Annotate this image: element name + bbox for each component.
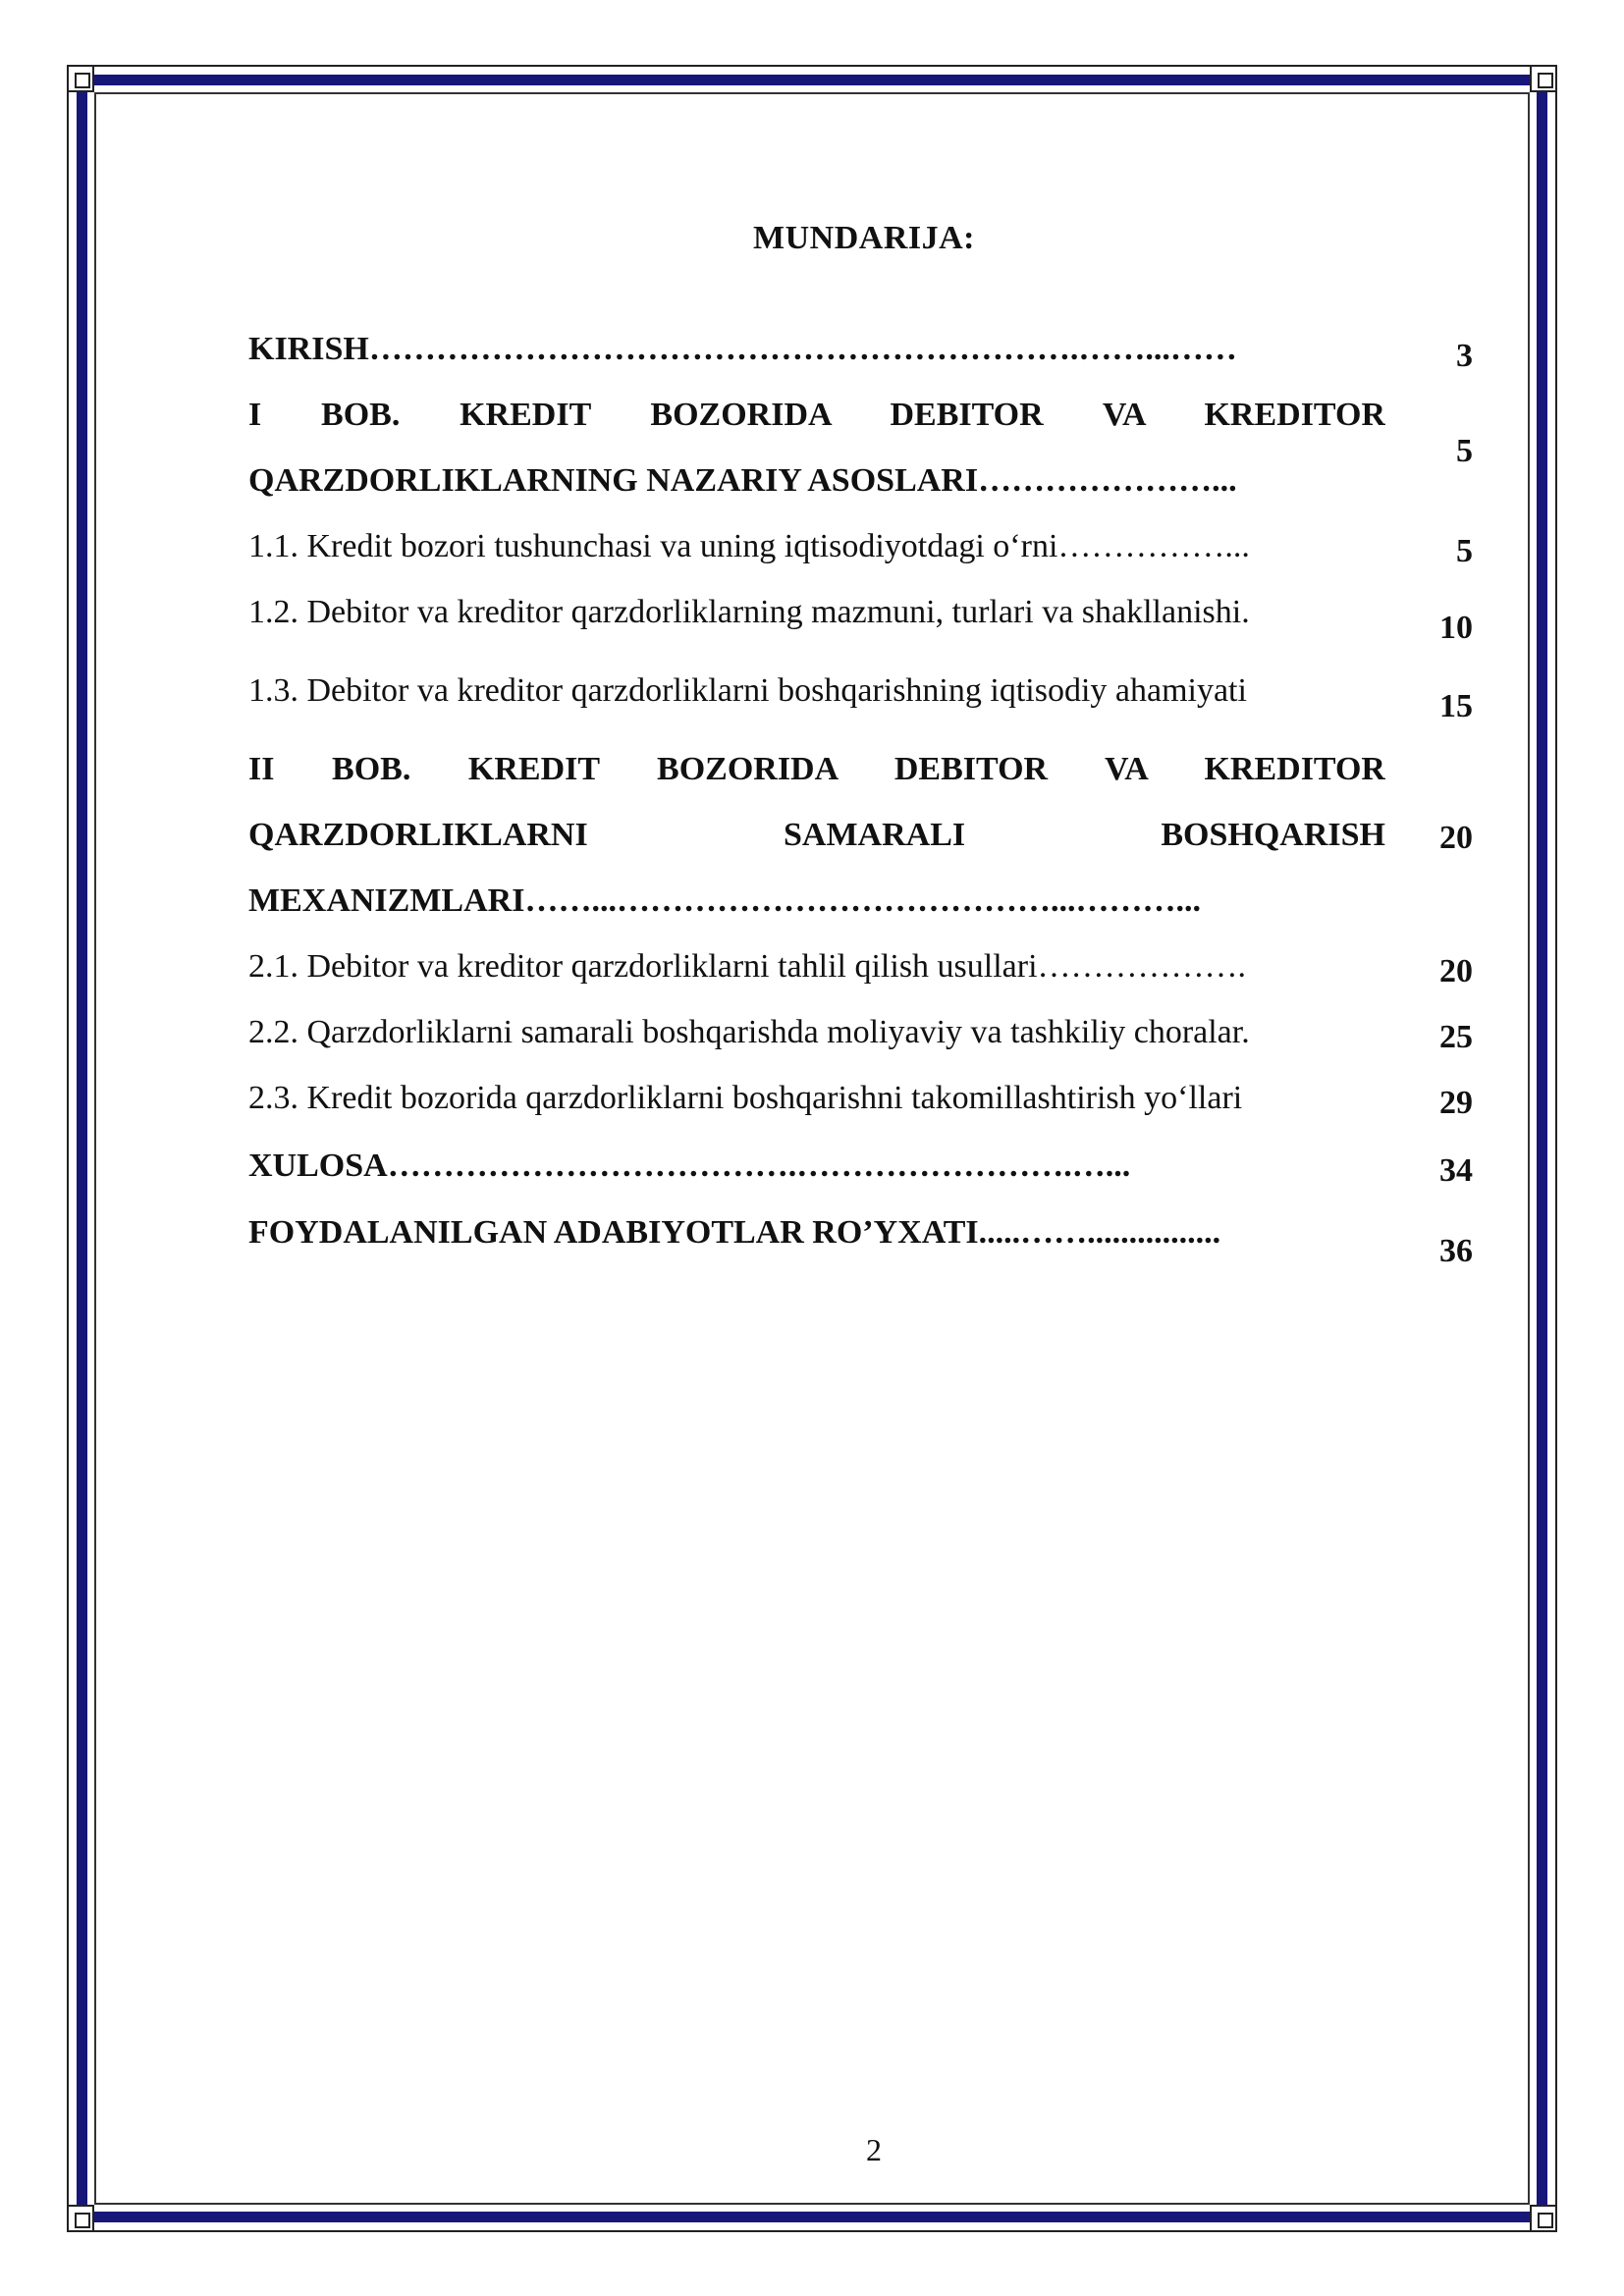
toc-entry-text: FOYDALANILGAN ADABIYOTLAR RO’YXATI.....……................ bbox=[248, 1214, 1221, 1251]
toc-entry-text: QARZDORLIKLARNI SAMARALI BOSHQARISH bbox=[248, 817, 1385, 853]
toc-page-number: 36 bbox=[1439, 1233, 1473, 1269]
toc-page-number: 29 bbox=[1439, 1084, 1473, 1121]
toc-entry-text-block bbox=[248, 382, 1385, 513]
toc-entry-text: XULOSA……………………………….…………………….…... bbox=[248, 1147, 1131, 1184]
toc-entry-text: II BOB. KREDIT BOZORIDA DEBITOR VA KREDITOR bbox=[248, 751, 1385, 787]
toc-entry-chapter-1[interactable] bbox=[248, 382, 1473, 513]
toc-entry-text: 2.2. Qarzdorliklarni samarali boshqarishda moliyaviy va tashkiliy choralar. bbox=[248, 1014, 1250, 1050]
toc-entry-text: 1.3. Debitor va kreditor qarzdorliklarni boshqarishning iqtisodiy ahamiyati bbox=[248, 672, 1247, 709]
toc-entry-adabiyotlar[interactable] bbox=[248, 1200, 1473, 1268]
toc-entry-kirish[interactable] bbox=[248, 316, 1473, 382]
toc-entry-text: 2.3. Kredit bozorida qarzdorliklarni boshqarishni takomillashtirish yo‘llari bbox=[248, 1080, 1243, 1116]
page-title: MUNDARIJA: bbox=[753, 220, 975, 256]
toc-entry-1-3[interactable] bbox=[248, 658, 1473, 736]
corner-ornament bbox=[1530, 2205, 1557, 2232]
toc-entry-chapter-2[interactable] bbox=[248, 736, 1473, 934]
toc-page-number: 25 bbox=[1439, 1018, 1473, 1055]
toc-entry-text: I BOB. KREDIT BOZORIDA DEBITOR VA KREDITOR bbox=[248, 397, 1385, 433]
toc-page-number: 34 bbox=[1439, 1152, 1473, 1189]
toc-entry-text-block bbox=[248, 736, 1385, 934]
toc-entry-text: 2.1. Debitor va kreditor qarzdorliklarni tahlil qilish usullari………………. bbox=[248, 948, 1247, 985]
toc-page-number: 20 bbox=[1439, 952, 1473, 989]
corner-ornament bbox=[67, 2205, 94, 2232]
toc-entry-2-3[interactable] bbox=[248, 1065, 1473, 1131]
corner-ornament bbox=[1530, 65, 1557, 92]
toc-entry-text: QARZDORLIKLARNING NAZARIY ASOSLARI…………………... bbox=[248, 462, 1237, 499]
toc-entry-1-1[interactable] bbox=[248, 513, 1473, 579]
toc-page-number: 15 bbox=[1439, 688, 1473, 724]
toc-entry-2-1[interactable] bbox=[248, 934, 1473, 999]
toc-page-number: 3 bbox=[1456, 337, 1473, 374]
toc-entry-text: MEXANIZMLARI……...…………………………………...………... bbox=[248, 882, 1201, 919]
toc-page-number: 10 bbox=[1439, 610, 1473, 646]
corner-ornament bbox=[67, 65, 94, 92]
toc-entry-xulosa[interactable] bbox=[248, 1131, 1473, 1200]
table-of-contents bbox=[248, 316, 1473, 1268]
toc-entry-2-2[interactable] bbox=[248, 999, 1473, 1065]
page-footer-number: 2 bbox=[866, 2132, 882, 2167]
toc-page-number: 20 bbox=[1439, 819, 1473, 856]
toc-entry-text: 1.1. Kredit bozori tushunchasi va uning iqtisodiyotdagi o‘rni……………... bbox=[248, 528, 1250, 564]
toc-entry-1-2[interactable] bbox=[248, 579, 1473, 658]
toc-entry-text: 1.2. Debitor va kreditor qarzdorliklarning mazmuni, turlari va shakllanishi. bbox=[248, 594, 1250, 630]
toc-page-number: 5 bbox=[1456, 433, 1473, 469]
toc-page-number: 5 bbox=[1456, 532, 1473, 569]
toc-entry-text: KIRISH……………………………………………………….……...…… bbox=[248, 331, 1237, 367]
